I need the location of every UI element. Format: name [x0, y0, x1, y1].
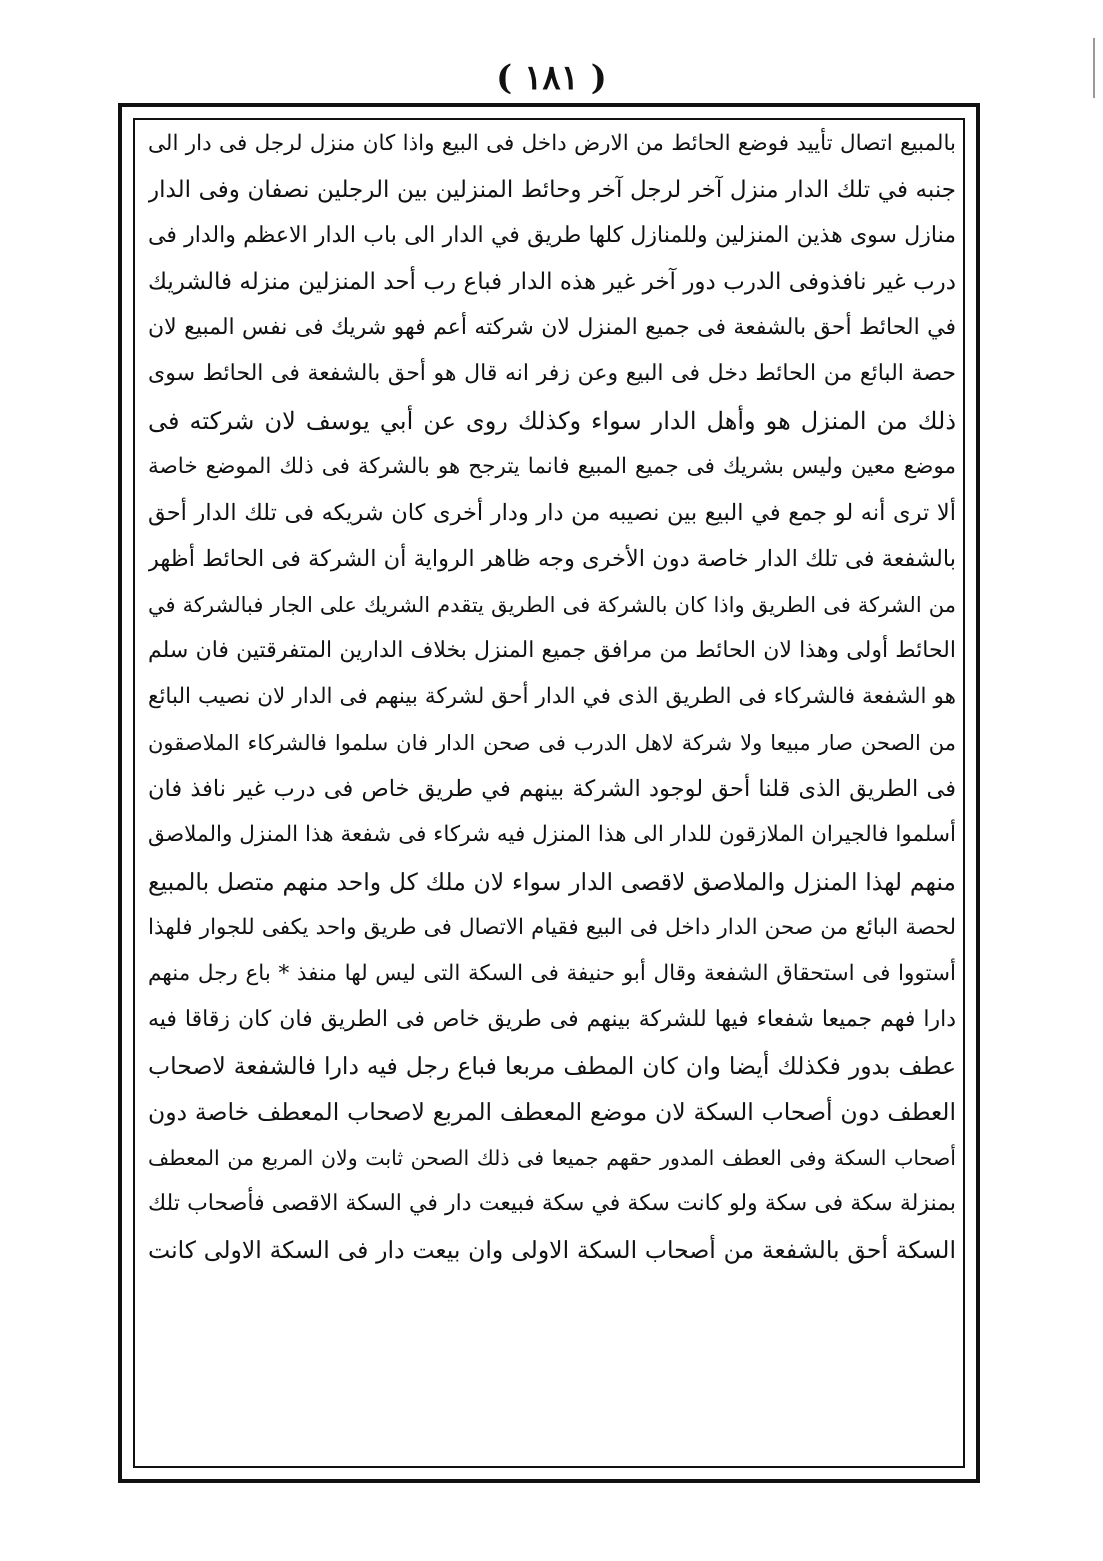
- text-line: أسلموا فالجيران الملازقون للدار الى هذا المنزل فيه شركاء فى شفعة هذا المنزل والملاصق: [148, 822, 956, 848]
- text-line: لحصة البائع من صحن الدار داخل فى البيع فقيام الاتصال فى طريق واحد يكفى للجوار فلهذا: [148, 914, 956, 940]
- side-mark: [1093, 38, 1095, 98]
- text-line: في الحائط أحق بالشفعة فى جميع المنزل لان شركته أعم فهو شريك فى نفس المبيع لان: [148, 315, 956, 341]
- page-number: ( ١٨١ ): [496, 58, 607, 98]
- text-body: [148, 121, 956, 1461]
- text-line: السكة أحق بالشفعة من أصحاب السكة الاولى وان بيعت دار فى السكة الاولى كانت: [148, 1236, 956, 1265]
- text-line: هو الشفعة فالشركاء فى الطريق الذى في الدار أحق لشركة بينهم فى الدار لان نصيب البائع: [148, 684, 956, 710]
- text-line: أستووا فى استحقاق الشفعة وقال أبو حنيفة فى السكة التى ليس لها منفذ * باع رجل منهم: [148, 960, 956, 986]
- text-line: الحائط أولى وهذا لان الحائط من مرافق جميع المنزل بخلاف الدارين المتفرقتين فان سلم: [148, 638, 956, 664]
- text-line: منهم لهذا المنزل والملاصق لاقصى الدار سواء لان ملك كل واحد منهم متصل بالمبيع: [148, 867, 956, 896]
- text-line: ألا ترى أنه لو جمع في البيع بين نصيبه من دار ودار أخرى كان شريكه فى تلك الدار أحق: [148, 499, 956, 526]
- text-line: بالمبيع اتصال تأييد فوضع الحائط من الارض داخل فى البيع واذا كان منزل لرجل فى دار الى: [148, 131, 956, 156]
- text-line: أصحاب السكة وفى العطف المدور حقهم جميعا فى ذلك الصحن ثابت ولان المربع من المعطف: [148, 1146, 956, 1171]
- text-line: بمنزلة سكة فى سكة ولو كانت سكة في سكة فبيعت دار في السكة الاقصى فأصحاب تلك: [148, 1191, 956, 1217]
- text-line: دارا فهم جميعا شفعاء فيها للشركة بينهم فى طريق خاص فى الطريق فان كان زقاقا فيه: [148, 1006, 956, 1032]
- text-line: منازل سوى هذين المنزلين وللمنازل كلها طريق في الدار الى باب الدار الاعظم والدار فى: [148, 223, 956, 249]
- text-line: موضع معين وليس بشريك فى جميع المبيع فانما يترجح هو بالشركة فى ذلك الموضع خاصة: [148, 453, 956, 479]
- text-line: درب غير نافذوفى الدرب دور آخر غير هذه الدار فباع رب أحد المنزلين منزله فالشريك: [148, 269, 956, 296]
- text-line: بالشفعة فى تلك الدار خاصة دون الأخرى وجه ظاهر الرواية أن الشركة فى الحائط أظهر: [148, 545, 956, 572]
- text-line: من الشركة فى الطريق واذا كان بالشركة فى الطريق يتقدم الشريك على الجار فبالشركة في: [148, 592, 956, 617]
- text-line: فى الطريق الذى قلنا أحق لوجود الشركة بينهم في طريق خاص فى درب غير نافذ فان: [148, 776, 956, 803]
- text-line: جنبه في تلك الدار منزل آخر لرجل آخر وحائط المنزلين بين الرجلين نصفان وفى الدار: [148, 177, 956, 204]
- text-line: حصة البائع من الحائط دخل فى البيع وعن زفر انه قال هو أحق بالشفعة فى الحائط سوى: [148, 361, 956, 387]
- text-line: عطف بدور فكذلك أيضا وان كان المطف مربعا فباع رجل فيه دارا فالشفعة لاصحاب: [148, 1051, 956, 1080]
- text-line: العطف دون أصحاب السكة لان موضع المعطف المربع لاصحاب المعطف خاصة دون: [148, 1097, 956, 1126]
- text-line: من الصحن صار مبيعا ولا شركة لاهل الدرب فى صحن الدار فان سلموا فالشركاء الملاصقون: [148, 731, 956, 756]
- text-line: ذلك من المنزل هو وأهل الدار سواء وكذلك روى عن أبي يوسف لان شركته فى: [148, 406, 956, 435]
